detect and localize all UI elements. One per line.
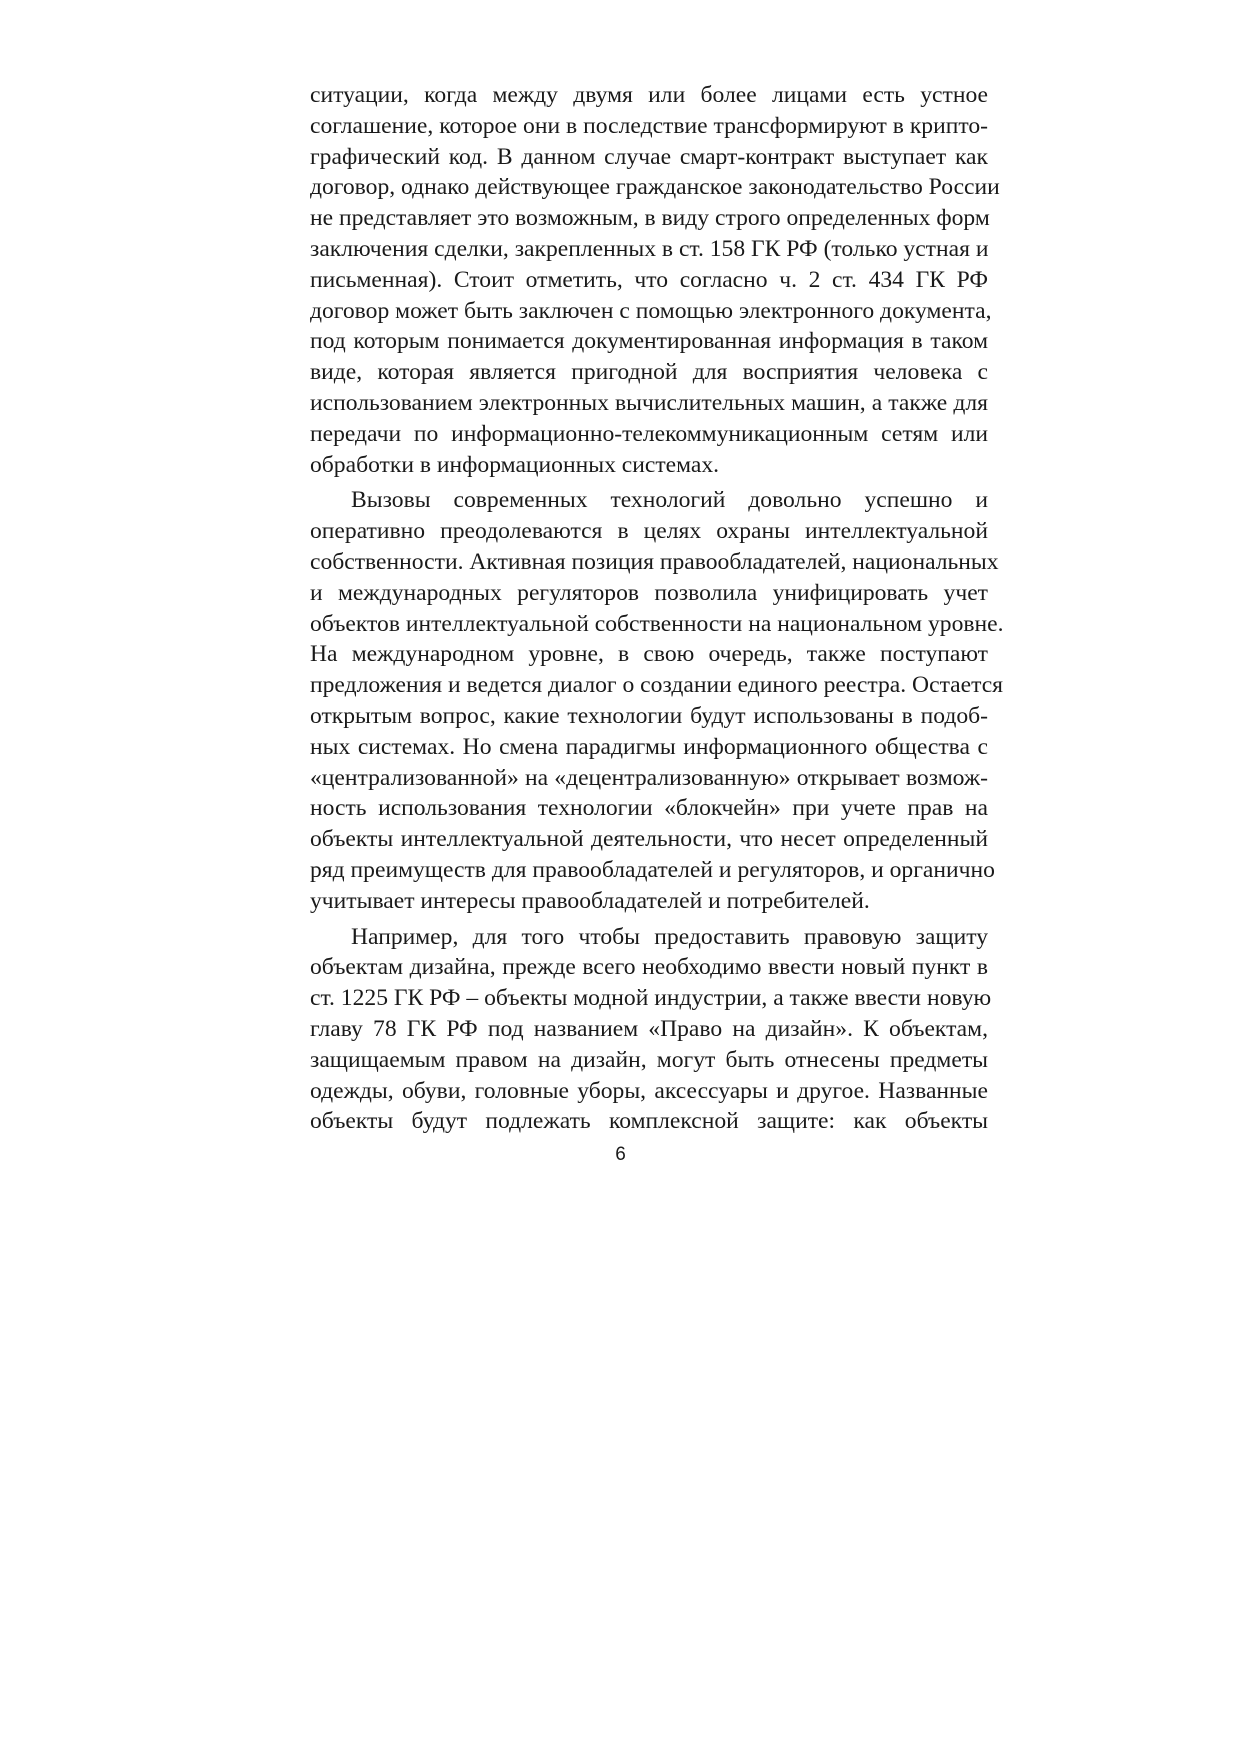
paragraph-1 <box>310 80 1000 480</box>
text-line: учитывает интересы правообладателей и потребителей. <box>310 887 870 914</box>
text-line: ситуации, когда между двумя или более лицами есть устное <box>310 82 988 108</box>
paragraph-2 <box>310 485 1004 916</box>
text-line: ных системах. Но смена парадигмы информационного общества с <box>310 733 988 760</box>
text-line: объекты интеллектуальной деятельности, что несет определенный <box>310 826 988 853</box>
text-line: виде, которая является пригодной для восприятия человека с <box>310 359 988 386</box>
text-line: не представляет это возможным, в виду строго определенных форм <box>310 205 990 232</box>
body-text <box>310 80 1004 1137</box>
paragraph-3 <box>310 922 992 1138</box>
text-line: и международных регуляторов позволила унифицировать учет <box>310 579 988 606</box>
text-line: использованием электронных вычислительных машин, а также для <box>310 389 988 416</box>
text-line: ст. 1225 ГК РФ – объекты модной индустрии, а также ввести новую <box>310 985 992 1012</box>
text-line: договор может быть заключен с помощью электронного документа, <box>310 297 992 324</box>
text-line: предложения и ведется диалог о создании единого реестра. Остается <box>310 672 1004 699</box>
text-line: заключения сделки, закрепленных в ст. 158 ГК РФ (только устная и <box>310 235 989 262</box>
text-line: одежды, обуви, головные уборы, аксессуары и другое. Названные <box>310 1077 988 1104</box>
text-line: главу 78 ГК РФ под названием «Право на дизайн». К объектам, <box>310 1015 988 1042</box>
text-line: договор, однако действующее гражданское законодательство России <box>310 174 1000 201</box>
text-line: графический код. В данном случае смарт-контракт выступает как <box>310 143 988 170</box>
text-line: обработки в информационных системах. <box>310 451 720 478</box>
text-line: соглашение, которое они в последствие трансформируют в крипто- <box>310 112 988 139</box>
text-line: объекты будут подлежать комплексной защите: как объекты <box>310 1108 988 1135</box>
text-line: ряд преимуществ для правообладателей и регуляторов, и органично <box>310 856 995 883</box>
text-line: Например, для того чтобы предоставить правовую защиту <box>351 923 988 950</box>
text-line: объектов интеллектуальной собственности на национальном уровне. <box>310 610 1004 637</box>
text-line: под которым понимается документированная информация в таком <box>310 328 988 355</box>
text-line: «централизованной» на «децентрализованную» открывает возмож- <box>310 764 988 791</box>
text-line: ность использования технологии «блокчейн» при учете прав на <box>310 795 988 822</box>
page-number: 6 <box>615 1144 626 1165</box>
text-line: передачи по информационно-телекоммуникационным сетям или <box>310 420 988 447</box>
text-line: открытым вопрос, какие технологии будут использованы в подоб- <box>310 702 988 729</box>
text-line: объектам дизайна, прежде всего необходимо ввести новый пункт в <box>310 954 988 981</box>
text-line: оперативно преодолеваются в целях охраны интеллектуальной <box>310 518 988 545</box>
text-line: письменная). Стоит отметить, что согласно ч. 2 ст. 434 ГК РФ <box>310 266 988 293</box>
text-line: Вызовы современных технологий довольно успешно и <box>351 487 988 514</box>
text-line: На международном уровне, в свою очередь, также поступают <box>310 641 988 668</box>
text-line: защищаемым правом на дизайн, могут быть отнесены предметы <box>310 1046 988 1073</box>
text-line: собственности. Активная позиция правообладателей, национальных <box>310 548 999 575</box>
